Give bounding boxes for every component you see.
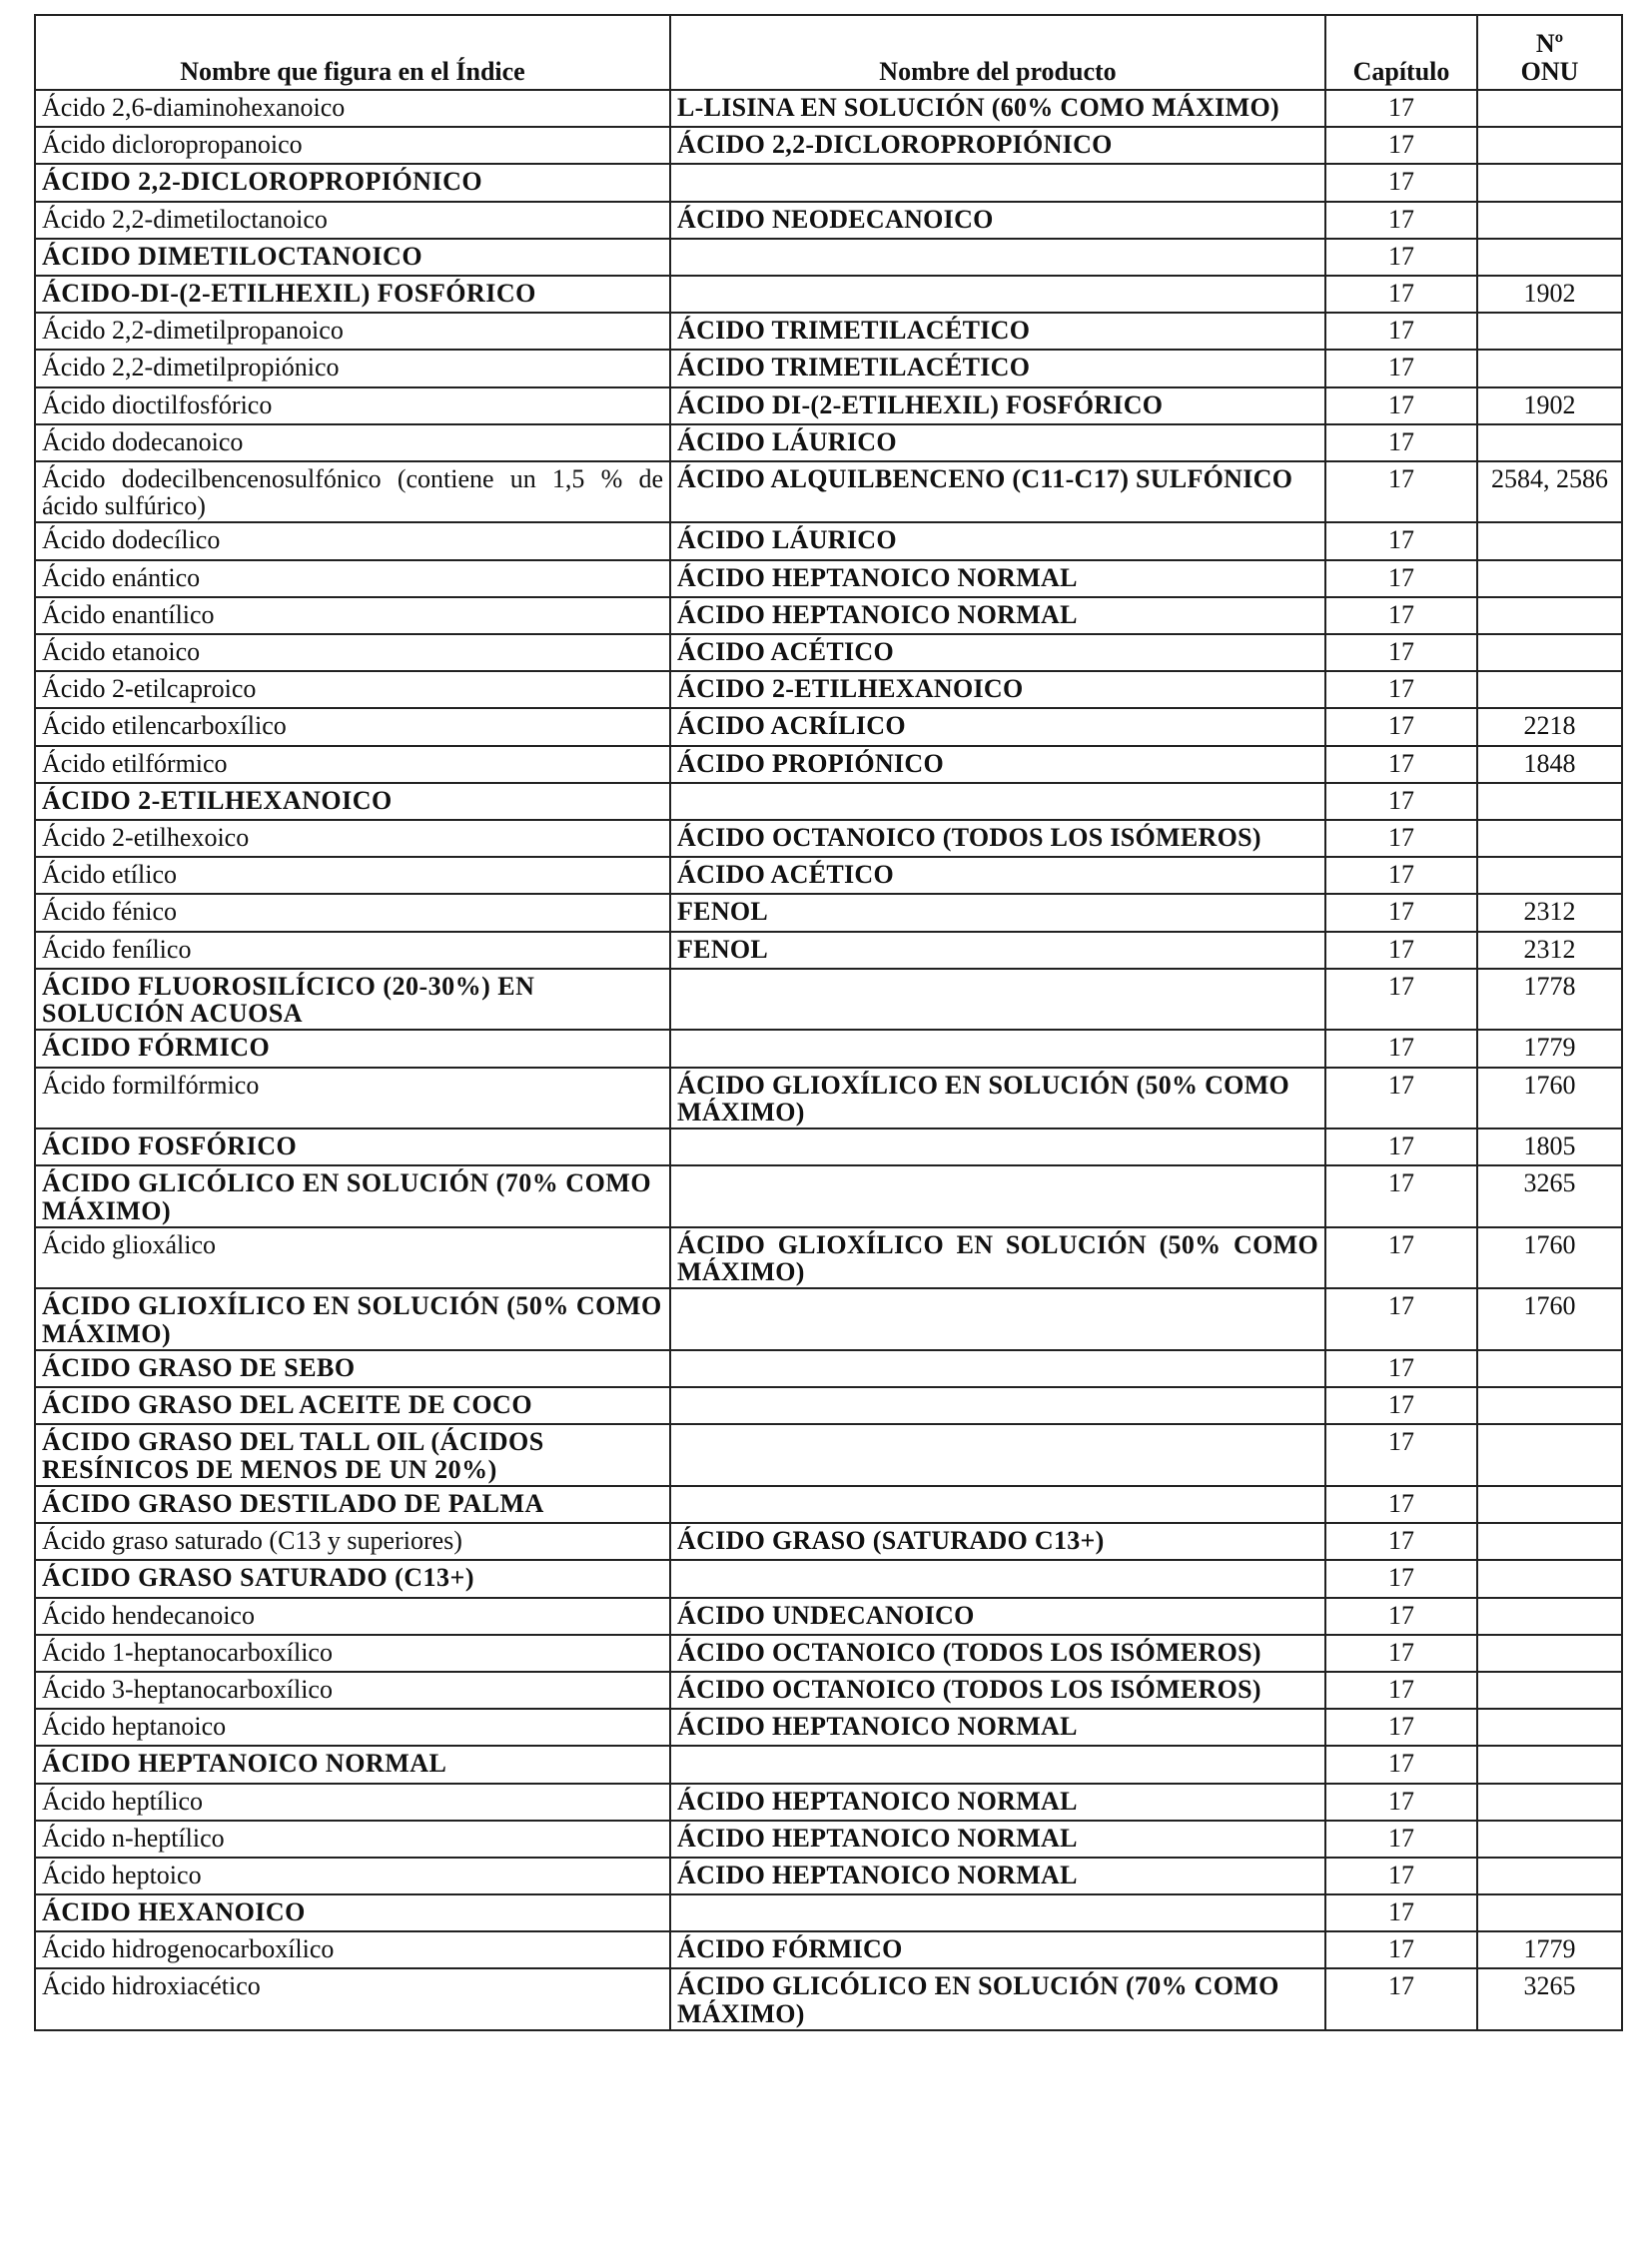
- table-row: [35, 239, 1622, 276]
- index-name-cell: ÁCIDO 2-ETILHEXANOICO: [35, 783, 670, 820]
- product-name-cell: FENOL: [670, 932, 1325, 969]
- table-row: [35, 313, 1622, 350]
- product-name-cell: ÁCIDO HEPTANOICO NORMAL: [670, 1858, 1325, 1894]
- un-number-cell: 1779: [1477, 1931, 1622, 1968]
- header-un-number: [1477, 15, 1622, 90]
- header-chapter: Capítulo: [1325, 15, 1477, 90]
- product-name-cell: [670, 1746, 1325, 1783]
- chapter-cell: 17: [1325, 1968, 1477, 2030]
- product-name-cell: [670, 239, 1325, 276]
- index-name-cell: Ácido fenílico: [35, 932, 670, 969]
- chapter-cell: 17: [1325, 560, 1477, 597]
- product-name-cell: [670, 1486, 1325, 1523]
- un-number-cell: 1848: [1477, 746, 1622, 783]
- un-number-cell: [1477, 560, 1622, 597]
- chapter-cell: 17: [1325, 1350, 1477, 1387]
- table-row: [35, 1165, 1622, 1227]
- header-index-name: Nombre que figura en el Índice: [35, 15, 670, 90]
- product-name-cell: ÁCIDO OCTANOICO (TODOS LOS ISÓMEROS): [670, 1672, 1325, 1709]
- un-number-cell: [1477, 1387, 1622, 1424]
- un-number-cell: [1477, 1821, 1622, 1858]
- index-name-cell: ÁCIDO DIMETILOCTANOICO: [35, 239, 670, 276]
- table-row: [35, 1858, 1622, 1894]
- chapter-cell: 17: [1325, 634, 1477, 671]
- un-number-cell: [1477, 597, 1622, 634]
- un-number-cell: 1778: [1477, 969, 1622, 1031]
- product-name-cell: ÁCIDO GLIOXÍLICO EN SOLUCIÓN (50% COMO MÁXIMO): [670, 1068, 1325, 1129]
- un-number-cell: [1477, 127, 1622, 164]
- index-name-cell: Ácido heptílico: [35, 1784, 670, 1821]
- product-name-cell: ÁCIDO OCTANOICO (TODOS LOS ISÓMEROS): [670, 1635, 1325, 1672]
- chapter-cell: 17: [1325, 90, 1477, 127]
- table-row: [35, 894, 1622, 931]
- index-name-cell: Ácido hidroxiacético: [35, 1968, 670, 2030]
- table-row: [35, 560, 1622, 597]
- table-row: [35, 597, 1622, 634]
- index-name-cell: ÁCIDO-DI-(2-ETILHEXIL) FOSFÓRICO: [35, 276, 670, 313]
- un-number-cell: [1477, 1523, 1622, 1560]
- table-row: [35, 1635, 1622, 1672]
- chapter-cell: 17: [1325, 424, 1477, 461]
- table-row: [35, 424, 1622, 461]
- index-name-cell: Ácido etilencarboxílico: [35, 708, 670, 745]
- table-row: [35, 746, 1622, 783]
- chapter-cell: 17: [1325, 1486, 1477, 1523]
- table-row: [35, 127, 1622, 164]
- product-name-cell: ÁCIDO PROPIÓNICO: [670, 746, 1325, 783]
- un-number-cell: [1477, 1858, 1622, 1894]
- product-name-cell: ÁCIDO TRIMETILACÉTICO: [670, 313, 1325, 350]
- index-name-cell: ÁCIDO FLUOROSILÍCICO (20-30%) EN SOLUCIÓN ACUOSA: [35, 969, 670, 1031]
- chapter-cell: 17: [1325, 1858, 1477, 1894]
- table-row: [35, 90, 1622, 127]
- chapter-cell: 17: [1325, 857, 1477, 894]
- product-name-cell: ÁCIDO 2-ETILHEXANOICO: [670, 671, 1325, 708]
- un-number-cell: 3265: [1477, 1165, 1622, 1227]
- chapter-cell: 17: [1325, 1424, 1477, 1486]
- table-row: [35, 1746, 1622, 1783]
- un-number-cell: [1477, 783, 1622, 820]
- chapter-cell: 17: [1325, 461, 1477, 523]
- index-name-cell: Ácido 2,2-dimetilpropiónico: [35, 350, 670, 386]
- index-name-cell: Ácido heptanoico: [35, 1709, 670, 1746]
- un-number-cell: [1477, 239, 1622, 276]
- chapter-cell: 17: [1325, 1128, 1477, 1165]
- product-name-cell: ÁCIDO HEPTANOICO NORMAL: [670, 1784, 1325, 1821]
- product-name-cell: [670, 164, 1325, 201]
- product-name-cell: ÁCIDO GRASO (SATURADO C13+): [670, 1523, 1325, 1560]
- un-number-cell: [1477, 1894, 1622, 1931]
- chapter-cell: 17: [1325, 1227, 1477, 1289]
- chapter-cell: 17: [1325, 1894, 1477, 1931]
- header-product-name: Nombre del producto: [670, 15, 1325, 90]
- un-number-cell: 1902: [1477, 387, 1622, 424]
- chapter-cell: 17: [1325, 1030, 1477, 1067]
- product-name-cell: [670, 1424, 1325, 1486]
- table-row: [35, 1709, 1622, 1746]
- chapter-cell: 17: [1325, 746, 1477, 783]
- table-row: [35, 1968, 1622, 2030]
- chapter-cell: 17: [1325, 387, 1477, 424]
- table-row: [35, 1821, 1622, 1858]
- un-number-cell: 1805: [1477, 1128, 1622, 1165]
- un-number-cell: [1477, 313, 1622, 350]
- table-row: [35, 522, 1622, 559]
- product-name-cell: [670, 1030, 1325, 1067]
- un-number-cell: 1902: [1477, 276, 1622, 313]
- table-row: [35, 1672, 1622, 1709]
- un-number-cell: 2312: [1477, 932, 1622, 969]
- table-body: [35, 90, 1622, 2030]
- table-row: [35, 1128, 1622, 1165]
- index-name-cell: Ácido etílico: [35, 857, 670, 894]
- index-name-cell: Ácido dicloropropanoico: [35, 127, 670, 164]
- index-name-cell: Ácido hidrogenocarboxílico: [35, 1931, 670, 1968]
- table-row: [35, 1288, 1622, 1350]
- chapter-cell: 17: [1325, 1288, 1477, 1350]
- product-name-cell: [670, 783, 1325, 820]
- chapter-cell: 17: [1325, 894, 1477, 931]
- chapter-cell: 17: [1325, 783, 1477, 820]
- table-row: [35, 1424, 1622, 1486]
- product-name-cell: [670, 1128, 1325, 1165]
- chapter-cell: 17: [1325, 313, 1477, 350]
- table-row: [35, 1350, 1622, 1387]
- chapter-cell: 17: [1325, 239, 1477, 276]
- un-number-cell: [1477, 1672, 1622, 1709]
- un-number-cell: [1477, 1709, 1622, 1746]
- table-header: [35, 15, 1622, 90]
- index-name-cell: Ácido etilfórmico: [35, 746, 670, 783]
- table-row: [35, 1598, 1622, 1635]
- index-name-cell: ÁCIDO FÓRMICO: [35, 1030, 670, 1067]
- product-name-cell: [670, 1560, 1325, 1597]
- un-number-cell: 3265: [1477, 1968, 1622, 2030]
- table-row: [35, 164, 1622, 201]
- chapter-cell: 17: [1325, 1746, 1477, 1783]
- un-number-cell: 2218: [1477, 708, 1622, 745]
- chapter-cell: 17: [1325, 1598, 1477, 1635]
- table-row: [35, 1784, 1622, 1821]
- index-name-cell: ÁCIDO FOSFÓRICO: [35, 1128, 670, 1165]
- product-name-cell: ÁCIDO 2,2-DICLOROPROPIÓNICO: [670, 127, 1325, 164]
- index-name-cell: ÁCIDO GRASO DESTILADO DE PALMA: [35, 1486, 670, 1523]
- un-number-cell: [1477, 1350, 1622, 1387]
- product-name-cell: [670, 1288, 1325, 1350]
- product-name-cell: ÁCIDO FÓRMICO: [670, 1931, 1325, 1968]
- product-name-cell: ÁCIDO OCTANOICO (TODOS LOS ISÓMEROS): [670, 820, 1325, 857]
- un-number-cell: [1477, 857, 1622, 894]
- index-name-cell: Ácido dodecilbencenosulfónico (contiene un 1,5 % de ácido sulfúrico): [35, 461, 670, 523]
- un-number-cell: [1477, 1598, 1622, 1635]
- product-name-cell: [670, 1387, 1325, 1424]
- header-un-line2: ONU: [1520, 56, 1579, 86]
- product-name-cell: ÁCIDO HEPTANOICO NORMAL: [670, 1709, 1325, 1746]
- table-row: [35, 1227, 1622, 1289]
- chapter-cell: 17: [1325, 1523, 1477, 1560]
- un-number-cell: [1477, 164, 1622, 201]
- product-name-cell: ÁCIDO ACÉTICO: [670, 634, 1325, 671]
- chapter-cell: 17: [1325, 522, 1477, 559]
- index-name-cell: ÁCIDO GRASO DEL ACEITE DE COCO: [35, 1387, 670, 1424]
- index-name-cell: ÁCIDO GRASO DEL TALL OIL (ÁCIDOS RESÍNICOS DE MENOS DE UN 20%): [35, 1424, 670, 1486]
- table-row: [35, 350, 1622, 386]
- index-name-cell: Ácido dioctilfosfórico: [35, 387, 670, 424]
- product-name-cell: ÁCIDO NEODECANOICO: [670, 202, 1325, 239]
- un-number-cell: [1477, 90, 1622, 127]
- table-row: [35, 1931, 1622, 1968]
- table-row: [35, 634, 1622, 671]
- table-row: [35, 857, 1622, 894]
- un-number-cell: 2312: [1477, 894, 1622, 931]
- chapter-cell: 17: [1325, 350, 1477, 386]
- table-row: [35, 1486, 1622, 1523]
- chapter-cell: 17: [1325, 1387, 1477, 1424]
- index-table: [34, 14, 1623, 2031]
- index-name-cell: Ácido n-heptílico: [35, 1821, 670, 1858]
- index-name-cell: ÁCIDO GRASO SATURADO (C13+): [35, 1560, 670, 1597]
- index-name-cell: Ácido heptoico: [35, 1858, 670, 1894]
- index-name-cell: Ácido enantílico: [35, 597, 670, 634]
- index-name-cell: Ácido dodecanoico: [35, 424, 670, 461]
- chapter-cell: 17: [1325, 820, 1477, 857]
- chapter-cell: 17: [1325, 597, 1477, 634]
- product-name-cell: ÁCIDO HEPTANOICO NORMAL: [670, 1821, 1325, 1858]
- un-number-cell: 1760: [1477, 1288, 1622, 1350]
- index-name-cell: Ácido 2-etilhexoico: [35, 820, 670, 857]
- product-name-cell: ÁCIDO UNDECANOICO: [670, 1598, 1325, 1635]
- index-name-cell: Ácido hendecanoico: [35, 1598, 670, 1635]
- product-name-cell: [670, 1350, 1325, 1387]
- table-row: [35, 783, 1622, 820]
- un-number-cell: [1477, 424, 1622, 461]
- index-name-cell: Ácido 2,6-diaminohexanoico: [35, 90, 670, 127]
- product-name-cell: [670, 1165, 1325, 1227]
- index-name-cell: ÁCIDO 2,2-DICLOROPROPIÓNICO: [35, 164, 670, 201]
- chapter-cell: 17: [1325, 1165, 1477, 1227]
- header-row: [35, 15, 1622, 90]
- un-number-cell: 1760: [1477, 1068, 1622, 1129]
- product-name-cell: L-LISINA EN SOLUCIÓN (60% COMO MÁXIMO): [670, 90, 1325, 127]
- product-name-cell: ÁCIDO DI-(2-ETILHEXIL) FOSFÓRICO: [670, 387, 1325, 424]
- index-name-cell: Ácido graso saturado (C13 y superiores): [35, 1523, 670, 1560]
- product-name-cell: FENOL: [670, 894, 1325, 931]
- table-row: [35, 969, 1622, 1031]
- chapter-cell: 17: [1325, 202, 1477, 239]
- index-name-cell: Ácido 2,2-dimetilpropanoico: [35, 313, 670, 350]
- product-name-cell: ÁCIDO ALQUILBENCENO (C11-C17) SULFÓNICO: [670, 461, 1325, 523]
- table-row: [35, 932, 1622, 969]
- index-name-cell: Ácido 3-heptanocarboxílico: [35, 1672, 670, 1709]
- table-row: [35, 461, 1622, 523]
- product-name-cell: [670, 276, 1325, 313]
- chapter-cell: 17: [1325, 1709, 1477, 1746]
- un-number-cell: [1477, 1424, 1622, 1486]
- un-number-cell: [1477, 522, 1622, 559]
- index-name-cell: ÁCIDO GRASO DE SEBO: [35, 1350, 670, 1387]
- table-row: [35, 820, 1622, 857]
- table-row: [35, 1068, 1622, 1129]
- index-name-cell: Ácido 2,2-dimetiloctanoico: [35, 202, 670, 239]
- index-name-cell: Ácido fénico: [35, 894, 670, 931]
- product-name-cell: ÁCIDO GLICÓLICO EN SOLUCIÓN (70% COMO MÁXIMO): [670, 1968, 1325, 2030]
- product-name-cell: ÁCIDO GLIOXÍLICO EN SOLUCIÓN (50% COMO MÁXIMO): [670, 1227, 1325, 1289]
- chapter-cell: 17: [1325, 671, 1477, 708]
- chapter-cell: 17: [1325, 1635, 1477, 1672]
- chapter-cell: 17: [1325, 1931, 1477, 1968]
- table-row: [35, 1894, 1622, 1931]
- un-number-cell: [1477, 1746, 1622, 1783]
- header-un-line1: Nº: [1535, 29, 1564, 59]
- table-row: [35, 387, 1622, 424]
- chapter-cell: 17: [1325, 969, 1477, 1031]
- product-name-cell: ÁCIDO HEPTANOICO NORMAL: [670, 560, 1325, 597]
- table-row: [35, 708, 1622, 745]
- table-row: [35, 1560, 1622, 1597]
- index-name-cell: Ácido enántico: [35, 560, 670, 597]
- table-row: [35, 1387, 1622, 1424]
- un-number-cell: [1477, 1560, 1622, 1597]
- chapter-cell: 17: [1325, 1068, 1477, 1129]
- un-number-cell: 2584, 2586: [1477, 461, 1622, 523]
- index-name-cell: ÁCIDO GLIOXÍLICO EN SOLUCIÓN (50% COMO MÁXIMO): [35, 1288, 670, 1350]
- un-number-cell: [1477, 202, 1622, 239]
- table-row: [35, 202, 1622, 239]
- un-number-cell: [1477, 1486, 1622, 1523]
- un-number-cell: [1477, 820, 1622, 857]
- table-row: [35, 671, 1622, 708]
- index-name-cell: Ácido 2-etilcaproico: [35, 671, 670, 708]
- chapter-cell: 17: [1325, 932, 1477, 969]
- index-name-cell: ÁCIDO HEXANOICO: [35, 1894, 670, 1931]
- chapter-cell: 17: [1325, 708, 1477, 745]
- chapter-cell: 17: [1325, 164, 1477, 201]
- chapter-cell: 17: [1325, 276, 1477, 313]
- product-name-cell: ÁCIDO ACÉTICO: [670, 857, 1325, 894]
- index-name-cell: Ácido dodecílico: [35, 522, 670, 559]
- product-name-cell: [670, 969, 1325, 1031]
- product-name-cell: ÁCIDO ACRÍLICO: [670, 708, 1325, 745]
- un-number-cell: [1477, 1784, 1622, 1821]
- product-name-cell: [670, 1894, 1325, 1931]
- product-name-cell: ÁCIDO LÁURICO: [670, 522, 1325, 559]
- index-name-cell: ÁCIDO GLICÓLICO EN SOLUCIÓN (70% COMO MÁXIMO): [35, 1165, 670, 1227]
- un-number-cell: [1477, 671, 1622, 708]
- table-row: [35, 276, 1622, 313]
- un-number-cell: [1477, 350, 1622, 386]
- un-number-cell: 1760: [1477, 1227, 1622, 1289]
- product-name-cell: ÁCIDO LÁURICO: [670, 424, 1325, 461]
- product-name-cell: ÁCIDO TRIMETILACÉTICO: [670, 350, 1325, 386]
- chapter-cell: 17: [1325, 1821, 1477, 1858]
- chapter-cell: 17: [1325, 1560, 1477, 1597]
- chapter-cell: 17: [1325, 1784, 1477, 1821]
- table-row: [35, 1030, 1622, 1067]
- product-name-cell: ÁCIDO HEPTANOICO NORMAL: [670, 597, 1325, 634]
- table-row: [35, 1523, 1622, 1560]
- index-name-cell: ÁCIDO HEPTANOICO NORMAL: [35, 1746, 670, 1783]
- chapter-cell: 17: [1325, 1672, 1477, 1709]
- un-number-cell: 1779: [1477, 1030, 1622, 1067]
- un-number-cell: [1477, 1635, 1622, 1672]
- index-name-cell: Ácido formilfórmico: [35, 1068, 670, 1129]
- index-name-cell: Ácido glioxálico: [35, 1227, 670, 1289]
- index-name-cell: Ácido 1-heptanocarboxílico: [35, 1635, 670, 1672]
- un-number-cell: [1477, 634, 1622, 671]
- index-name-cell: Ácido etanoico: [35, 634, 670, 671]
- chapter-cell: 17: [1325, 127, 1477, 164]
